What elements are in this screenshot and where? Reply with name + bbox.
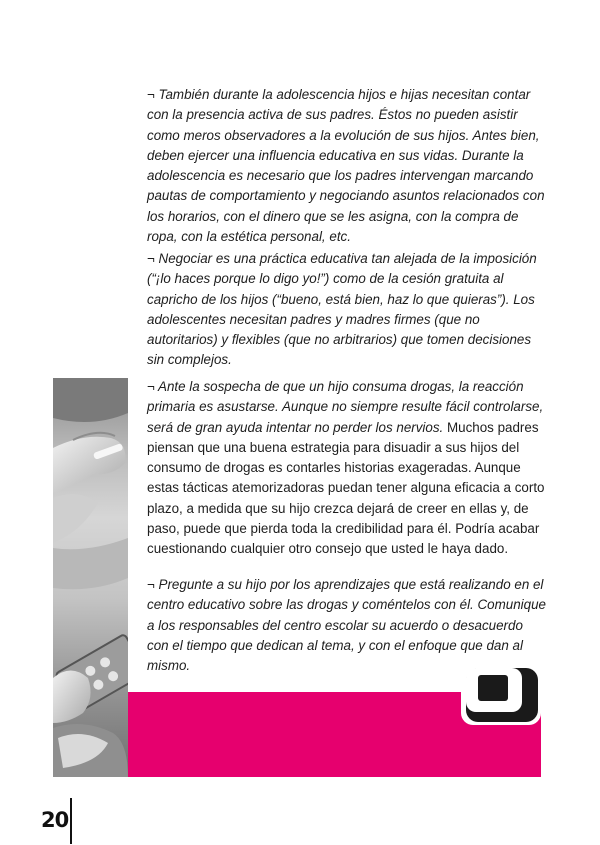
paragraph-2-italic: ¬ Negociar es una práctica educativa tan alejada de la imposición (“¡lo haces porque lo digo yo!”) como de la cesión gratuita al capricho de los hijos (“bueno, está bien, haz lo que quieras”). Los adolescentes necesitan padres y madres firmes (que no autoritarios) y flexibles (que no arbitrarios) que tomen decisiones sin complejos. <box>147 251 537 368</box>
page-number-divider <box>70 798 72 844</box>
paragraph-4-italic: ¬ Pregunte a su hijo por los aprendizajes que está realizando en el centro educativo sobre las drogas y coméntelos con él. Comunique a los responsables del centro escolar su acuerdo o desacuerdo con el tiempo que dedican al tema, y con el enfoque que dan al mismo. <box>147 577 546 674</box>
page-number: 20 <box>41 808 69 832</box>
paragraph-3-italic: ¬ Ante la sospecha de que un hijo consuma drogas, la reacción primaria es asustarse. Aunque no siempre resulte fácil controlarse, será de gran ayuda intentar no perder los nervios. <box>147 379 544 435</box>
paragraph-1-italic: ¬ También durante la adolescencia hijos e hijas necesitan contar con la presencia activa de sus padres. Éstos no pueden asistir como meros observadores a la evolución de sus hijos. Antes bien, deben ejercer una influencia educativa en sus vidas. Durante la adolescencia es necesario que los padres intervengan marcando pautas de comportamiento y negociando asuntos relacionados con los horarios, con el dinero que se les asigna, con la compra de ropa, con la estética personal, etc. <box>147 87 545 245</box>
hands-photo <box>53 378 128 777</box>
logo-icon <box>461 665 541 725</box>
paragraph-3-regular: Muchos padres piensan que una buena estrategia para disuadir a sus hijos del consumo de drogas es contarles historias exageradas. Aunque estas tácticas atemorizadoras puedan tener alguna eficacia a corto plazo, a medida que su hijo crezca dejará de creer en ellas y, de paso, puede que pierda toda la credibilidad para él. Podría acabar cuestionando cualquier otro consejo que usted le haya dado. <box>147 419 545 557</box>
paragraph-1 <box>147 85 547 247</box>
paragraph-2 <box>147 249 547 371</box>
paragraph-4 <box>147 575 547 676</box>
paragraph-3 <box>147 377 547 560</box>
